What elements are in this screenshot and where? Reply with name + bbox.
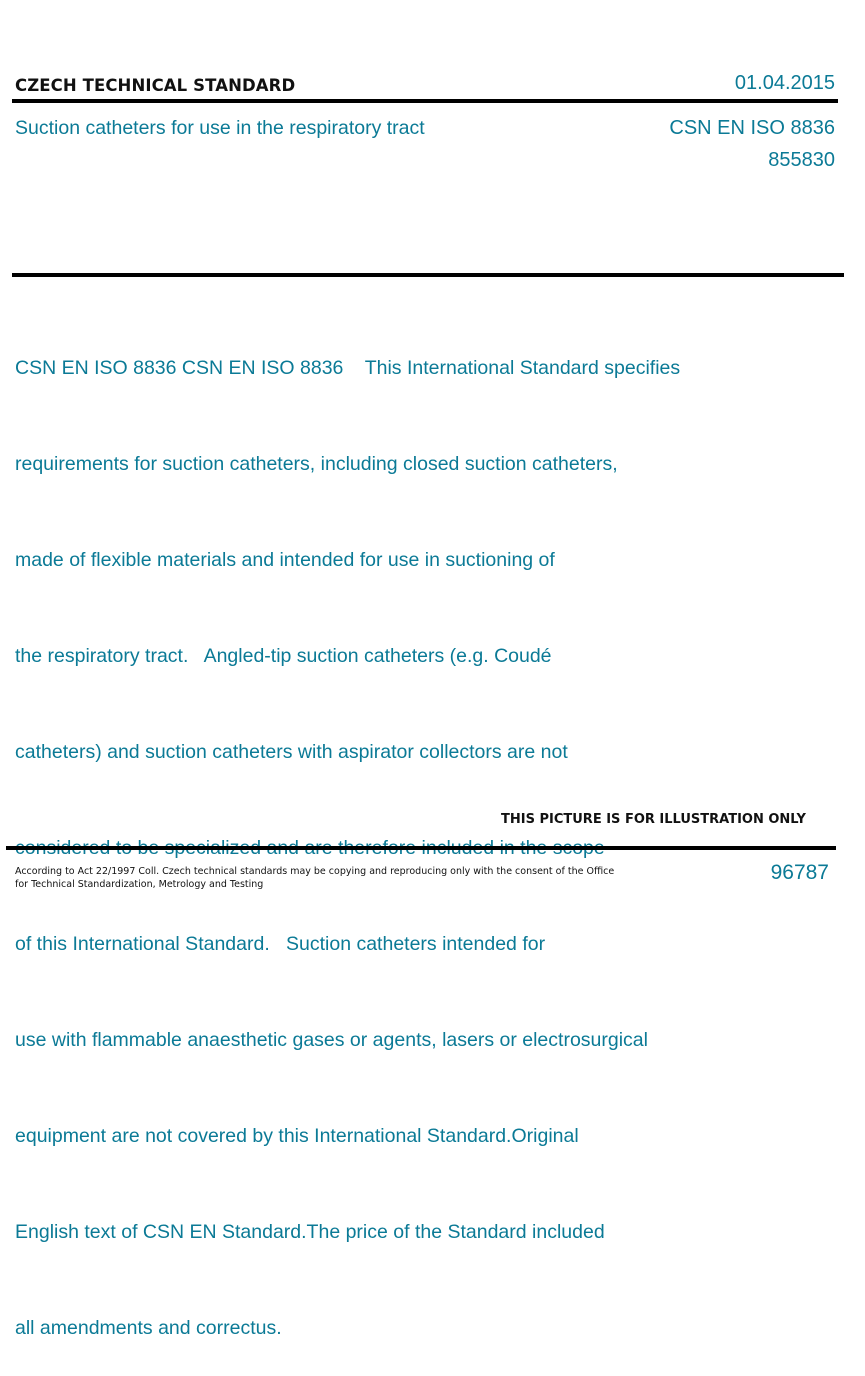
standard-description xyxy=(15,288,775,1376)
description-line: of this International Standard. Suction catheters intended for xyxy=(15,933,546,955)
description-line: made of flexible materials and intended for use in suctioning of xyxy=(15,549,555,571)
document-header-title: CZECH TECHNICAL STANDARD xyxy=(15,76,296,95)
document-number: 96787 xyxy=(770,861,829,884)
description-line: catheters) and suction catheters with aspirator collectors are not xyxy=(15,741,568,763)
description-line: use with flammable anaesthetic gases or agents, lasers or electrosurgical xyxy=(15,1029,648,1051)
legal-line: for Technical Standardization, Metrology and Testing xyxy=(15,879,264,890)
issue-date: 01.04.2015 xyxy=(734,72,835,94)
section-rule xyxy=(12,273,844,277)
illustration-note: THIS PICTURE IS FOR ILLUSTRATION ONLY xyxy=(501,812,806,827)
description-line: equipment are not covered by this International Standard.Original xyxy=(15,1125,579,1147)
footer-rule xyxy=(6,846,836,850)
catalog-number: 855830 xyxy=(768,149,835,171)
description-line: English text of CSN EN Standard.The price of the Standard included xyxy=(15,1221,605,1243)
description-line: all amendments and correctus. xyxy=(15,1317,282,1339)
description-line: the respiratory tract. Angled-tip suction catheters (e.g. Coudé xyxy=(15,645,552,667)
standard-subtitle: Suction catheters for use in the respiratory tract xyxy=(15,117,425,139)
standard-code: CSN EN ISO 8836 xyxy=(669,117,835,139)
legal-notice xyxy=(15,865,614,891)
legal-line: According to Act 22/1997 Coll. Czech technical standards may be copying and reproducing only with the consent of the Office xyxy=(15,866,615,877)
header-rule xyxy=(12,99,838,103)
description-line: requirements for suction catheters, including closed suction catheters, xyxy=(15,453,618,475)
description-line: CSN EN ISO 8836 CSN EN ISO 8836 This International Standard specifies xyxy=(15,357,681,379)
